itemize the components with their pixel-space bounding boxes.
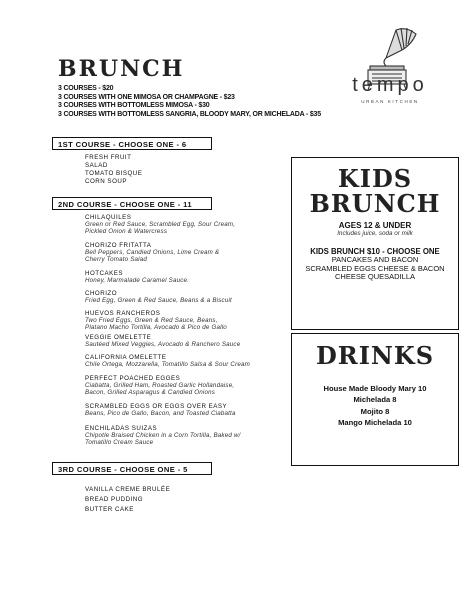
drink-item: House Made Bloody Mary 10 <box>323 384 427 393</box>
list-item: BUTTER CAKE <box>85 506 134 513</box>
page-title: BRUNCH <box>58 56 185 82</box>
menu-item <box>85 403 236 417</box>
drink-item: Mango Michelada 10 <box>338 417 412 427</box>
course2-heading: 2ND COURSE - CHOOSE ONE - 11 <box>52 197 212 210</box>
menu-item <box>85 270 189 284</box>
menu-item <box>85 290 232 304</box>
price-line: 3 COURSES - $20 <box>58 85 114 92</box>
dish-description: Honey, Marmalade Caramel Sauce. <box>85 277 190 285</box>
kids-title: BRUNCH <box>309 189 441 218</box>
list-item: BREAD PUDDING <box>85 496 144 503</box>
menu-item <box>85 354 250 368</box>
kids-title: KIDS <box>337 164 413 193</box>
dish-description: Ciabatta, Grilled Ham, Roasted Garlic Hollandaise, <box>85 382 235 390</box>
dish-name: HUEVOS RANCHEROS <box>85 310 161 317</box>
dish-name: SCRAMBLED EGGS OR EGGS OVER EASY <box>85 403 228 410</box>
dish-description: Pickled Onion & Watercress <box>85 228 168 236</box>
kids-options <box>292 256 458 282</box>
dish-name: VEGGIE OMELETTE <box>85 334 152 341</box>
dish-name: CHORIZO <box>85 290 118 297</box>
dish-name: CHILAQUILES <box>85 214 132 221</box>
course3-list <box>85 485 170 515</box>
list-item: SCRAMBLED EGGS CHEESE & BACON <box>305 263 445 273</box>
logo-wordmark: tempo <box>352 74 428 96</box>
course1-list <box>85 154 142 186</box>
kids-age: AGES 12 & UNDER <box>338 221 412 230</box>
price-line: 3 COURSES WITH ONE MIMOSA OR CHAMPAGNE - $23 <box>58 93 235 101</box>
menu-item <box>85 214 235 236</box>
dish-description: Chile Ortega, Mozzarella, Tomatillo Salsa & Sour Cream <box>85 361 250 369</box>
menu-item <box>85 310 227 332</box>
dish-description: Tomatillo Cream Sauce <box>85 439 154 447</box>
dish-description: Two Fried Eggs, Green & Red Sauce, Beans, <box>85 317 218 325</box>
menu-item <box>85 375 234 397</box>
kids-brunch-panel <box>291 157 459 330</box>
dish-description: Cherry Tomato Salad <box>85 256 148 264</box>
price-line: 3 COURSES WITH BOTTOMLESS MIMOSA - $30 <box>58 102 210 110</box>
drink-item: Mojito 8 <box>360 406 390 416</box>
list-item: CORN SOUP <box>85 178 127 185</box>
drink-item: Michelada 8 <box>353 395 397 405</box>
kids-includes: Includes juice, soda or milk <box>337 230 413 237</box>
dish-name: CHORIZO FRITATTA <box>85 242 152 249</box>
dish-description: Bell Peppers, Candied Onions, Lime Cream & <box>85 249 220 257</box>
list-item: CHEESE QUESADILLA <box>334 272 416 282</box>
dish-name: CALIFORNIA OMELETTE <box>85 354 167 361</box>
dish-description: Beans, Pico de Gallo, Bacon, and Toasted Ciabatta <box>85 410 236 418</box>
price-line: 3 COURSES WITH BOTTOMLESS SANGRIA, BLOODY MARY, OR MICHELADA - $35 <box>58 111 321 119</box>
list-item: FRESH FRUIT <box>85 154 132 161</box>
logo-tagline: URBAN KITCHEN <box>361 99 419 104</box>
menu-item <box>85 334 240 348</box>
dish-description: Bacon, Grilled Asparagus & Candied Onions <box>85 389 216 397</box>
dish-description: Chipotle Braised Chicken in a Corn Tortilla, Baked w/ <box>85 432 241 440</box>
dish-name: HOTCAKES <box>85 270 124 277</box>
list-item: TOMATO BISQUE <box>85 170 143 177</box>
menu-item <box>85 425 241 447</box>
kids-price: KIDS BRUNCH $10 - CHOOSE ONE <box>310 247 440 256</box>
list-item: PANCAKES AND BACON <box>331 255 419 264</box>
course3-heading: 3RD COURSE - CHOOSE ONE - 5 <box>52 462 212 475</box>
list-item: SALAD <box>85 162 108 169</box>
course1-heading: 1ST COURSE - CHOOSE ONE - 6 <box>52 137 212 150</box>
dish-description: Sautéed Mixed Veggies, Avocado & Ranchero Sauce <box>85 341 241 349</box>
dish-name: ENCHILADAS SUIZAS <box>85 425 158 432</box>
dish-description: Fried Egg, Green & Red Sauce, Beans & a Biscuit <box>85 297 232 305</box>
drinks-panel <box>291 333 459 466</box>
dish-description: Platano Macho Tortilla, Avocado & Pico de Gallo <box>85 324 227 332</box>
dish-name: PERFECT POACHED EGGES <box>85 375 181 382</box>
price-list <box>58 85 321 120</box>
list-item: VANILLA CREME BRULÉE <box>85 486 171 493</box>
menu-item <box>85 242 219 264</box>
drinks-title: DRINKS <box>315 341 435 370</box>
dish-description: Green or Red Sauce, Scrambled Egg, Sour Cream, <box>85 221 236 229</box>
